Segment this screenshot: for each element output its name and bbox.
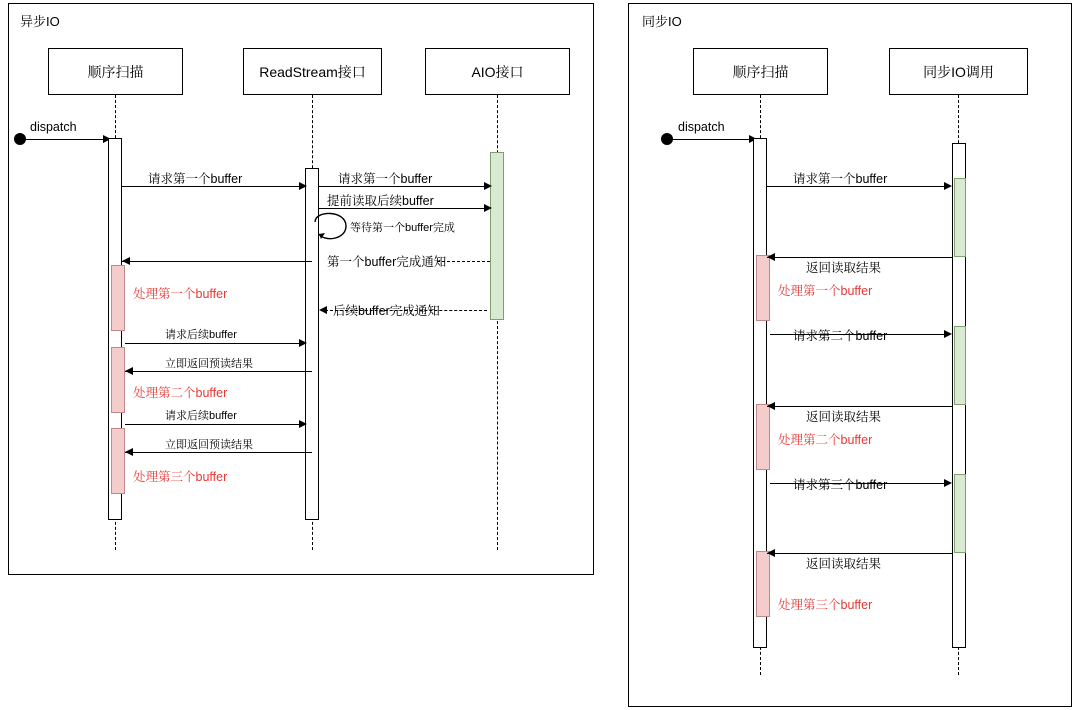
activation-label-async-2: 处理第三个buffer [133,470,228,484]
lifeline-header-async-2 [425,48,570,95]
activation-label-sync-0: 处理第一个buffer [778,284,873,298]
lifeline-header-sync-0 [693,48,828,95]
msg-label-sync-3: 返回读取结果 [806,410,882,424]
msg-label-async-8: 请求后续buffer [165,410,237,422]
lifeline-header-async-1 [243,48,382,95]
msg-line-async-6 [125,343,302,344]
activation-sync-process-2 [756,404,770,470]
msg-arrow-async-6 [299,339,307,347]
activation-async-process-1 [111,265,125,331]
activation-async-process-3 [111,428,125,494]
start-dot-async [14,133,26,145]
activation-async-aio [490,152,504,320]
activation-sync-io-2 [954,326,966,405]
msg-arrow-sync-2 [944,330,952,338]
msg-arrow-sync-0 [944,182,952,190]
lifeline-label: AIO接口 [471,63,524,80]
msg-arrow-async-5 [319,306,327,314]
msg-arrow-async-7 [125,367,133,375]
msg-label-async-7: 立即返回预读结果 [165,358,253,370]
msg-label-async-5: 后续buffer完成通知 [333,304,440,318]
msg-label-async-4: 第一个buffer完成通知 [327,255,447,269]
activation-sync-process-1 [756,255,770,321]
activation-label-sync-2: 处理第三个buffer [778,598,873,612]
activation-label-sync-1: 处理第二个buffer [778,433,873,447]
msg-arrow-async-0 [299,182,307,190]
msg-label-async-9: 立即返回预读结果 [165,439,253,451]
activation-sync-io-3 [954,474,966,553]
dispatch-label-sync: dispatch [678,120,725,134]
sync-panel-title: 同步IO [642,14,682,29]
msg-label-async-2: 提前读取后续buffer [327,194,434,208]
msg-arrow-async-9 [125,448,133,456]
lifeline-header-async-0 [48,48,183,95]
dispatch-line-sync [672,139,752,140]
activation-sync-io-1 [954,178,966,257]
msg-line-async-7 [125,371,312,372]
msg-label-sync-0: 请求第一个buffer [793,172,888,186]
activation-label-async-0: 处理第一个buffer [133,287,228,301]
msg-line-async-9 [125,452,312,453]
msg-label-sync-2: 请求第二个buffer [793,329,888,343]
msg-label-sync-4: 请求第三个buffer [793,478,888,492]
msg-arrow-sync-5 [767,549,775,557]
msg-arrow-async-2 [484,204,492,212]
lifeline-label: 同步IO调用 [923,63,994,80]
lifeline-label: 顺序扫描 [87,63,144,80]
lifeline-label: ReadStream接口 [259,63,366,80]
msg-label-async-3: 等待第一个buffer完成 [350,222,455,234]
msg-arrow-async-4 [122,257,130,265]
msg-label-sync-5: 返回读取结果 [806,557,882,571]
activation-async-process-2 [111,347,125,413]
msg-arrow-async-8 [299,420,307,428]
msg-arrow-sync-4 [944,479,952,487]
async-panel-title: 异步IO [20,14,60,29]
msg-line-async-8 [125,424,302,425]
lifeline-header-sync-1 [889,48,1028,95]
lifeline-label: 顺序扫描 [732,63,789,80]
dispatch-line-async [26,139,106,140]
msg-label-sync-1: 返回读取结果 [806,261,882,275]
dispatch-label-async: dispatch [30,120,77,134]
msg-arrow-async-1 [484,182,492,190]
msg-label-async-0: 请求第一个buffer [148,172,243,186]
msg-arrow-sync-1 [767,253,775,261]
msg-label-async-1: 请求第一个buffer [338,172,433,186]
activation-label-async-1: 处理第二个buffer [133,386,228,400]
msg-label-async-6: 请求后续buffer [165,329,237,341]
activation-sync-process-3 [756,551,770,617]
msg-arrow-sync-3 [767,402,775,410]
msg-line-async-4 [122,261,312,262]
